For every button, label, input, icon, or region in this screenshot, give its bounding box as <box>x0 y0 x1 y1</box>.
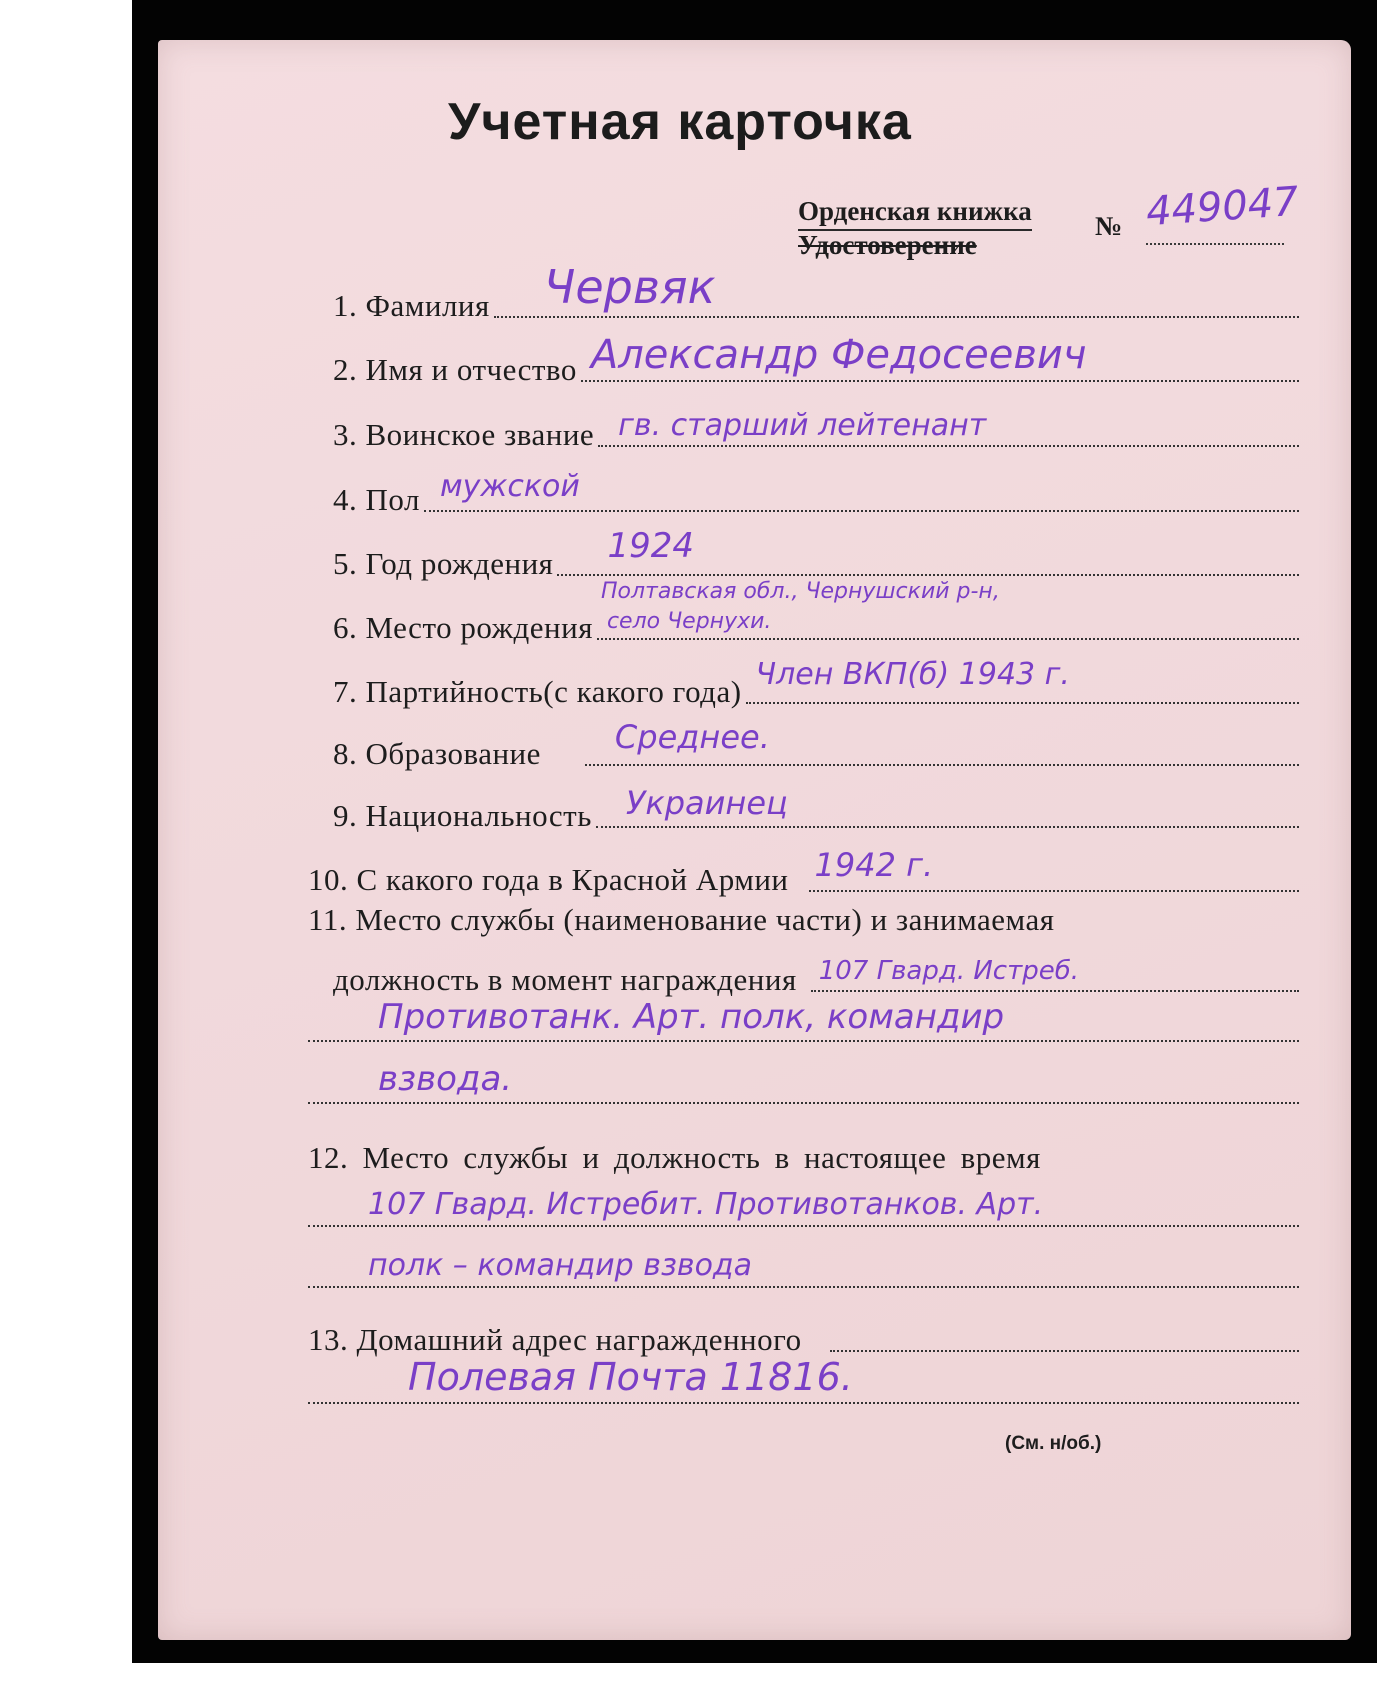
field-party-membership <box>333 657 1299 710</box>
field-value: гв. старший лейтенант <box>618 408 987 443</box>
field-line <box>581 332 1299 382</box>
field-11-continuation-1 <box>308 997 1299 1042</box>
field-line <box>557 526 1299 576</box>
field-11-continuation-2 <box>308 1059 1299 1104</box>
doc-type-order-book: Орденская книжка <box>798 196 1032 231</box>
field-label: 4. Пол <box>333 482 420 517</box>
field-name-patronymic <box>333 332 1299 388</box>
field-surname <box>333 260 1299 324</box>
field-nationality <box>333 784 1299 834</box>
field-label: 5. Год рождения <box>333 546 554 581</box>
field-birth-place <box>333 579 1299 646</box>
field-line <box>809 846 1299 892</box>
field-label: 7. Партийность(с какого года) <box>333 674 742 709</box>
field-value: Полевая Почта 11816. <box>408 1355 853 1399</box>
field-label: должность в момент награждения <box>333 962 797 997</box>
field-value: Противотанк. Арт. полк, командир <box>378 997 1005 1037</box>
field-value: 1942 г. <box>814 846 934 884</box>
field-label: 6. Место рождения <box>333 610 593 645</box>
field-line <box>811 956 1299 992</box>
field-13-continuation <box>308 1355 1299 1404</box>
field-label: 8. Образование <box>333 736 541 771</box>
field-label: 10. С какого года в Красной Армии <box>308 862 789 897</box>
field-line <box>597 579 1299 640</box>
field-label: 1. Фамилия <box>333 288 490 323</box>
field-line <box>746 657 1299 704</box>
field-value: Александр Федосеевич <box>590 332 1087 378</box>
field-line <box>598 408 1299 447</box>
card-title: Учетная карточка <box>448 93 912 151</box>
field-label: 3. Воинское звание <box>333 417 595 452</box>
field-value: 107 Гвард. Истребит. Противотанков. Арт. <box>368 1187 1044 1222</box>
field-label: 2. Имя и отчество <box>333 352 577 387</box>
field-value: Член ВКП(б) 1943 г. <box>755 657 1070 692</box>
field-value: мужской <box>439 469 580 504</box>
field-value: Украинец <box>625 784 788 822</box>
see-reverse-note: (См. н/об.) <box>1005 1433 1102 1454</box>
field-line <box>596 784 1299 828</box>
field-red-army-since <box>308 846 1299 898</box>
field-home-address <box>308 1322 1299 1358</box>
field-military-rank <box>333 408 1299 453</box>
number-line <box>1146 243 1284 245</box>
field-label: 13. Домашний адрес награжденного <box>308 1322 802 1357</box>
order-book-number: 449047 <box>1144 178 1301 236</box>
field-12-label: 12. Место службы и должность в настоящее время <box>308 1140 1041 1175</box>
field-birth-year <box>333 526 1299 582</box>
field-line <box>494 260 1299 318</box>
field-12-continuation-1 <box>308 1187 1299 1227</box>
field-education <box>333 718 1299 772</box>
field-11-label-line1: 11. Место службы (наименование части) и занимаемая <box>308 902 1055 937</box>
field-value: взвода. <box>378 1059 513 1099</box>
field-12-continuation-2 <box>308 1248 1299 1288</box>
number-sign: № <box>1095 211 1123 241</box>
field-sex <box>333 469 1299 518</box>
field-service-at-award <box>333 956 1299 998</box>
field-line <box>830 1348 1299 1352</box>
doc-type-certificate-struck: Удостоверение <box>798 230 977 260</box>
field-value-line2: село Чернухи. <box>606 609 772 634</box>
field-line <box>585 718 1299 766</box>
field-value: 1924 <box>607 526 694 566</box>
field-value: Полтавская обл., Чернушский р-н, <box>600 579 1000 604</box>
field-line <box>424 469 1299 512</box>
field-label: 9. Национальность <box>333 798 592 833</box>
field-value: 107 Гвард. Истреб. <box>818 956 1080 986</box>
field-value: Червяк <box>543 260 716 314</box>
registration-card <box>158 40 1351 1640</box>
field-value: Среднее. <box>614 718 770 756</box>
field-value: полк – командир взвода <box>368 1248 753 1283</box>
